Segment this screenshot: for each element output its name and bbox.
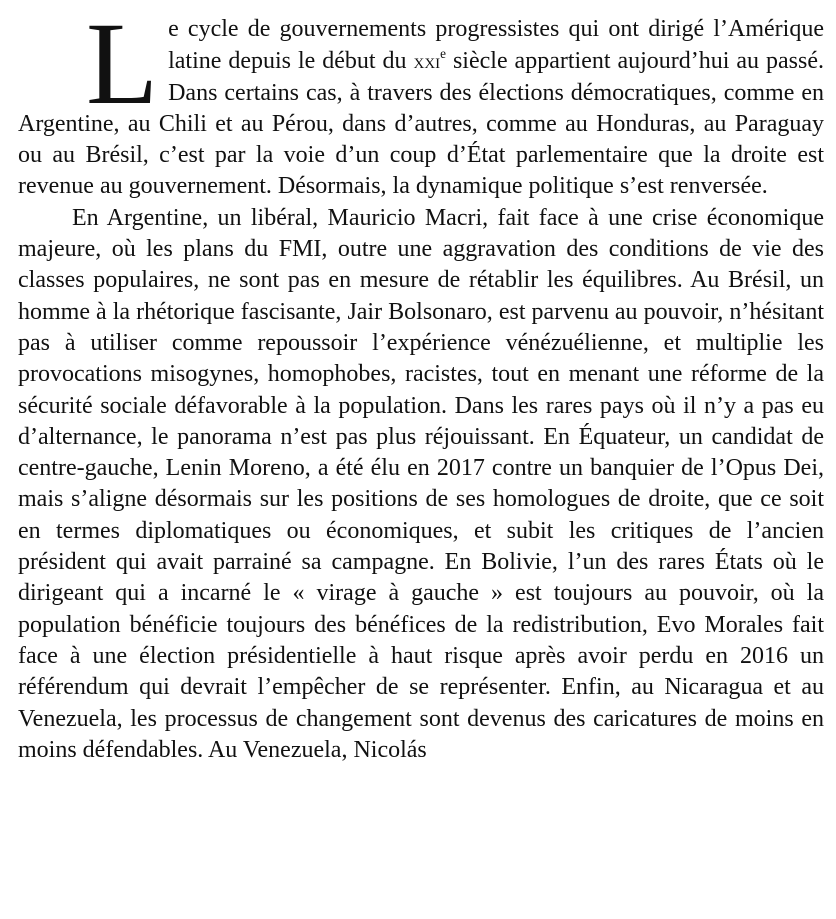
drop-cap: L bbox=[86, 0, 159, 129]
paragraph-intro-text-end: siècle appartient aujourd’hui au passé. Dans certains cas, à travers des élections démocratiques, comme en Argentine, au Chili et au Pérou, dans d’autres, comme au Honduras, au Paraguay ou au Brésil, c’est par la voie d’un coup d’État parlementaire que la droite est revenue au gouvernement. Désormais, la dynamique politique s’est renversée. bbox=[18, 48, 824, 200]
paragraph-intro bbox=[18, 0, 824, 203]
article-body bbox=[18, 0, 824, 766]
century-numeral: xxi bbox=[413, 48, 441, 74]
paragraph-body: En Argentine, un libéral, Mauricio Macri, fait face à une crise économique majeure, où les plans du FMI, outre une aggravation des conditions de vie des classes populaires, ne sont pas en mesure de rétablir les équilibres. Au Brésil, un homme à la rhétorique fascisante, Jair Bolsonaro, est parvenu au pouvoir, n’hésitant pas à utiliser comme repoussoir l’expérience vénézuélienne, et multiplie les provocations misogynes, homophobes, racistes, tout en menant une réforme de la sécurité sociale défavorable à la population. Dans les rares pays où il n’y a pas eu d’alternance, le panorama n’est pas plus réjouissant. En Équateur, un candidat de centre-gauche, Lenin Moreno, a été élu en 2017 contre un banquier de l’Opus Dei, mais s’aligne désormais sur les positions de ses homologues de droite, que ce soit en termes diplomatiques ou économiques, et subit les critiques de l’ancien président qui avait parrainé sa campagne. En Bolivie, l’un des rares États où le dirigeant qui a incarné le « virage à gauche » est toujours au pouvoir, où la population bénéficie toujours des bénéfices de la redistribution, Evo Morales fait face à une élection présidentielle à haut risque après avoir perdu en 2016 un référendum qui devrait l’empêcher de se représenter. Enfin, au Nicaragua et au Venezuela, les processus de changement sont devenus des caricatures de moins en moins défendables. Au Venezuela, Nicolás bbox=[18, 204, 824, 763]
century-superscript: e bbox=[440, 46, 447, 62]
paragraph-intro-text-start: e cycle de gouvernements progressistes qui ont dirigé l’Amérique latine depuis le début du bbox=[168, 16, 824, 75]
